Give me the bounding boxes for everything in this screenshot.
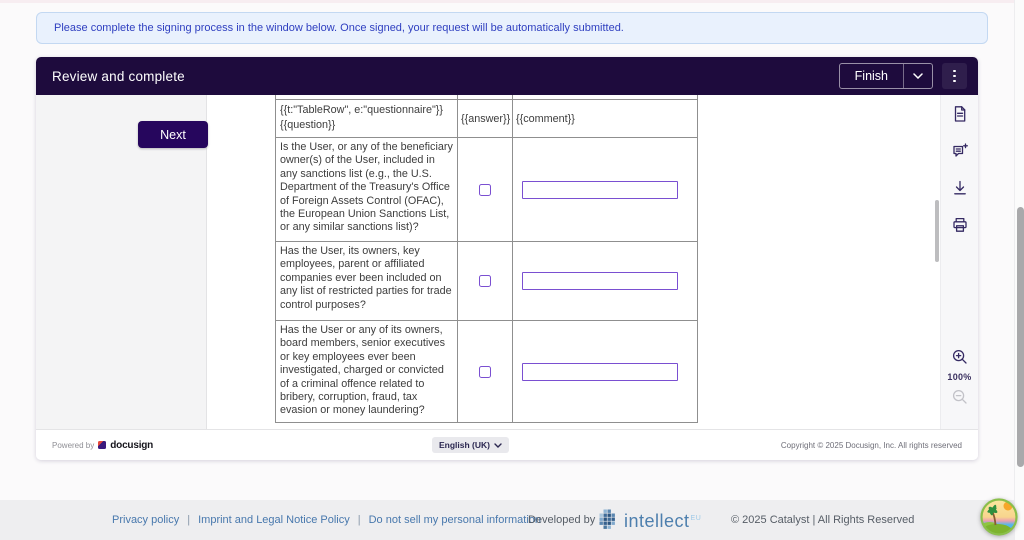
question-text: Is the User, or any of the beneficiary owner(s) of the User, included in any sanctions list (e.g., the U.S. Department of the Treasury's Office of Foreign Assets Control (OFAC), the European Union Sanctions List, or any similar sanctions list)? xyxy=(276,138,458,241)
comment-input[interactable] xyxy=(522,181,678,199)
docusign-logo-icon xyxy=(98,441,106,449)
island-illustration-icon xyxy=(980,498,1018,536)
catalyst-copyright: © 2025 Catalyst | All Rights Reserved xyxy=(731,514,915,526)
powered-by xyxy=(52,440,153,451)
footer-links: Privacy policy | Imprint and Legal Notice Policy | Do not sell my personal information xyxy=(112,514,542,526)
chevron-down-icon xyxy=(494,443,502,448)
answer-checkbox[interactable] xyxy=(479,275,491,287)
comment-input[interactable] xyxy=(522,363,678,381)
docusign-wordmark: docusign xyxy=(110,439,154,451)
page-scrollbar-thumb[interactable] xyxy=(1017,207,1024,467)
page-scrollbar[interactable] xyxy=(1014,0,1024,540)
answer-checkbox[interactable] xyxy=(479,184,491,196)
table-header-row xyxy=(276,100,698,138)
next-button[interactable]: Next xyxy=(138,121,208,148)
zoom-in-icon[interactable] xyxy=(948,345,972,369)
question-text: Has the User or any of its owners, board members, senior executives or key employees ever been investigated, charged or convicted of a criminal offence related to bribery, corruption, fraud, tax evasion or money laundering? xyxy=(276,321,458,422)
intellect-superscript: EU xyxy=(690,515,702,522)
table-row xyxy=(276,242,698,321)
kebab-icon xyxy=(953,70,956,73)
language-label: English (UK) xyxy=(439,440,490,450)
zoom-out-icon[interactable] xyxy=(948,385,972,409)
answer-checkbox[interactable] xyxy=(479,366,491,378)
comment-template: {{comment}} xyxy=(516,112,575,125)
developed-by-label: Developed by xyxy=(528,514,596,526)
zoom-level: 100% xyxy=(947,372,972,382)
viewer-toolbar xyxy=(940,95,978,429)
signing-window xyxy=(36,57,978,460)
document-scrollbar-thumb[interactable] xyxy=(935,200,939,262)
intellect-wordmark: intellect xyxy=(624,511,690,531)
chat-widget-button[interactable] xyxy=(980,498,1018,536)
intellect-logo xyxy=(597,509,701,531)
docusign-footer xyxy=(36,429,978,460)
zoom-controls xyxy=(941,345,978,409)
finish-split-button xyxy=(839,63,933,89)
download-icon[interactable] xyxy=(948,176,972,200)
instruction-text: Please complete the signing process in the window below. Once signed, your request will be automatically submitted. xyxy=(54,22,624,34)
document-icon[interactable] xyxy=(948,102,972,126)
questionnaire-table xyxy=(275,95,698,423)
more-options-button[interactable] xyxy=(942,63,967,89)
question-template-line1: {{t:"TableRow", e:"questionnaire"}} xyxy=(280,104,443,116)
top-accent-line xyxy=(0,0,1024,3)
page-footer xyxy=(0,500,1014,540)
chevron-down-icon xyxy=(913,73,923,79)
question-text: Has the User, its owners, key employees, parent or affiliated companies ever been included on any list of restricted parties for trade control purposes? xyxy=(276,242,458,320)
window-title: Review and complete xyxy=(52,68,185,84)
table-row xyxy=(276,138,698,242)
signing-header xyxy=(36,57,978,95)
answer-template: {{answer}} xyxy=(461,112,511,125)
comment-add-icon[interactable] xyxy=(948,139,972,163)
instruction-banner xyxy=(36,12,988,44)
comment-input[interactable] xyxy=(522,272,678,290)
finish-button[interactable]: Finish xyxy=(840,64,903,88)
question-template-line2: {{question}} xyxy=(280,119,336,131)
finish-dropdown-button[interactable] xyxy=(903,64,932,88)
intellect-cube-icon xyxy=(597,509,618,530)
print-icon[interactable] xyxy=(948,213,972,237)
do-not-sell-link[interactable]: Do not sell my personal information xyxy=(368,514,542,526)
viewer-left-panel xyxy=(36,95,207,429)
imprint-legal-link[interactable]: Imprint and Legal Notice Policy xyxy=(198,514,350,526)
table-row xyxy=(276,321,698,423)
document-viewport xyxy=(36,95,978,429)
privacy-policy-link[interactable]: Privacy policy xyxy=(112,514,180,526)
powered-by-label: Powered by xyxy=(52,440,95,450)
language-selector[interactable] xyxy=(432,437,509,453)
docusign-copyright: Copyright © 2025 Docusign, Inc. All rights reserved xyxy=(780,440,962,450)
